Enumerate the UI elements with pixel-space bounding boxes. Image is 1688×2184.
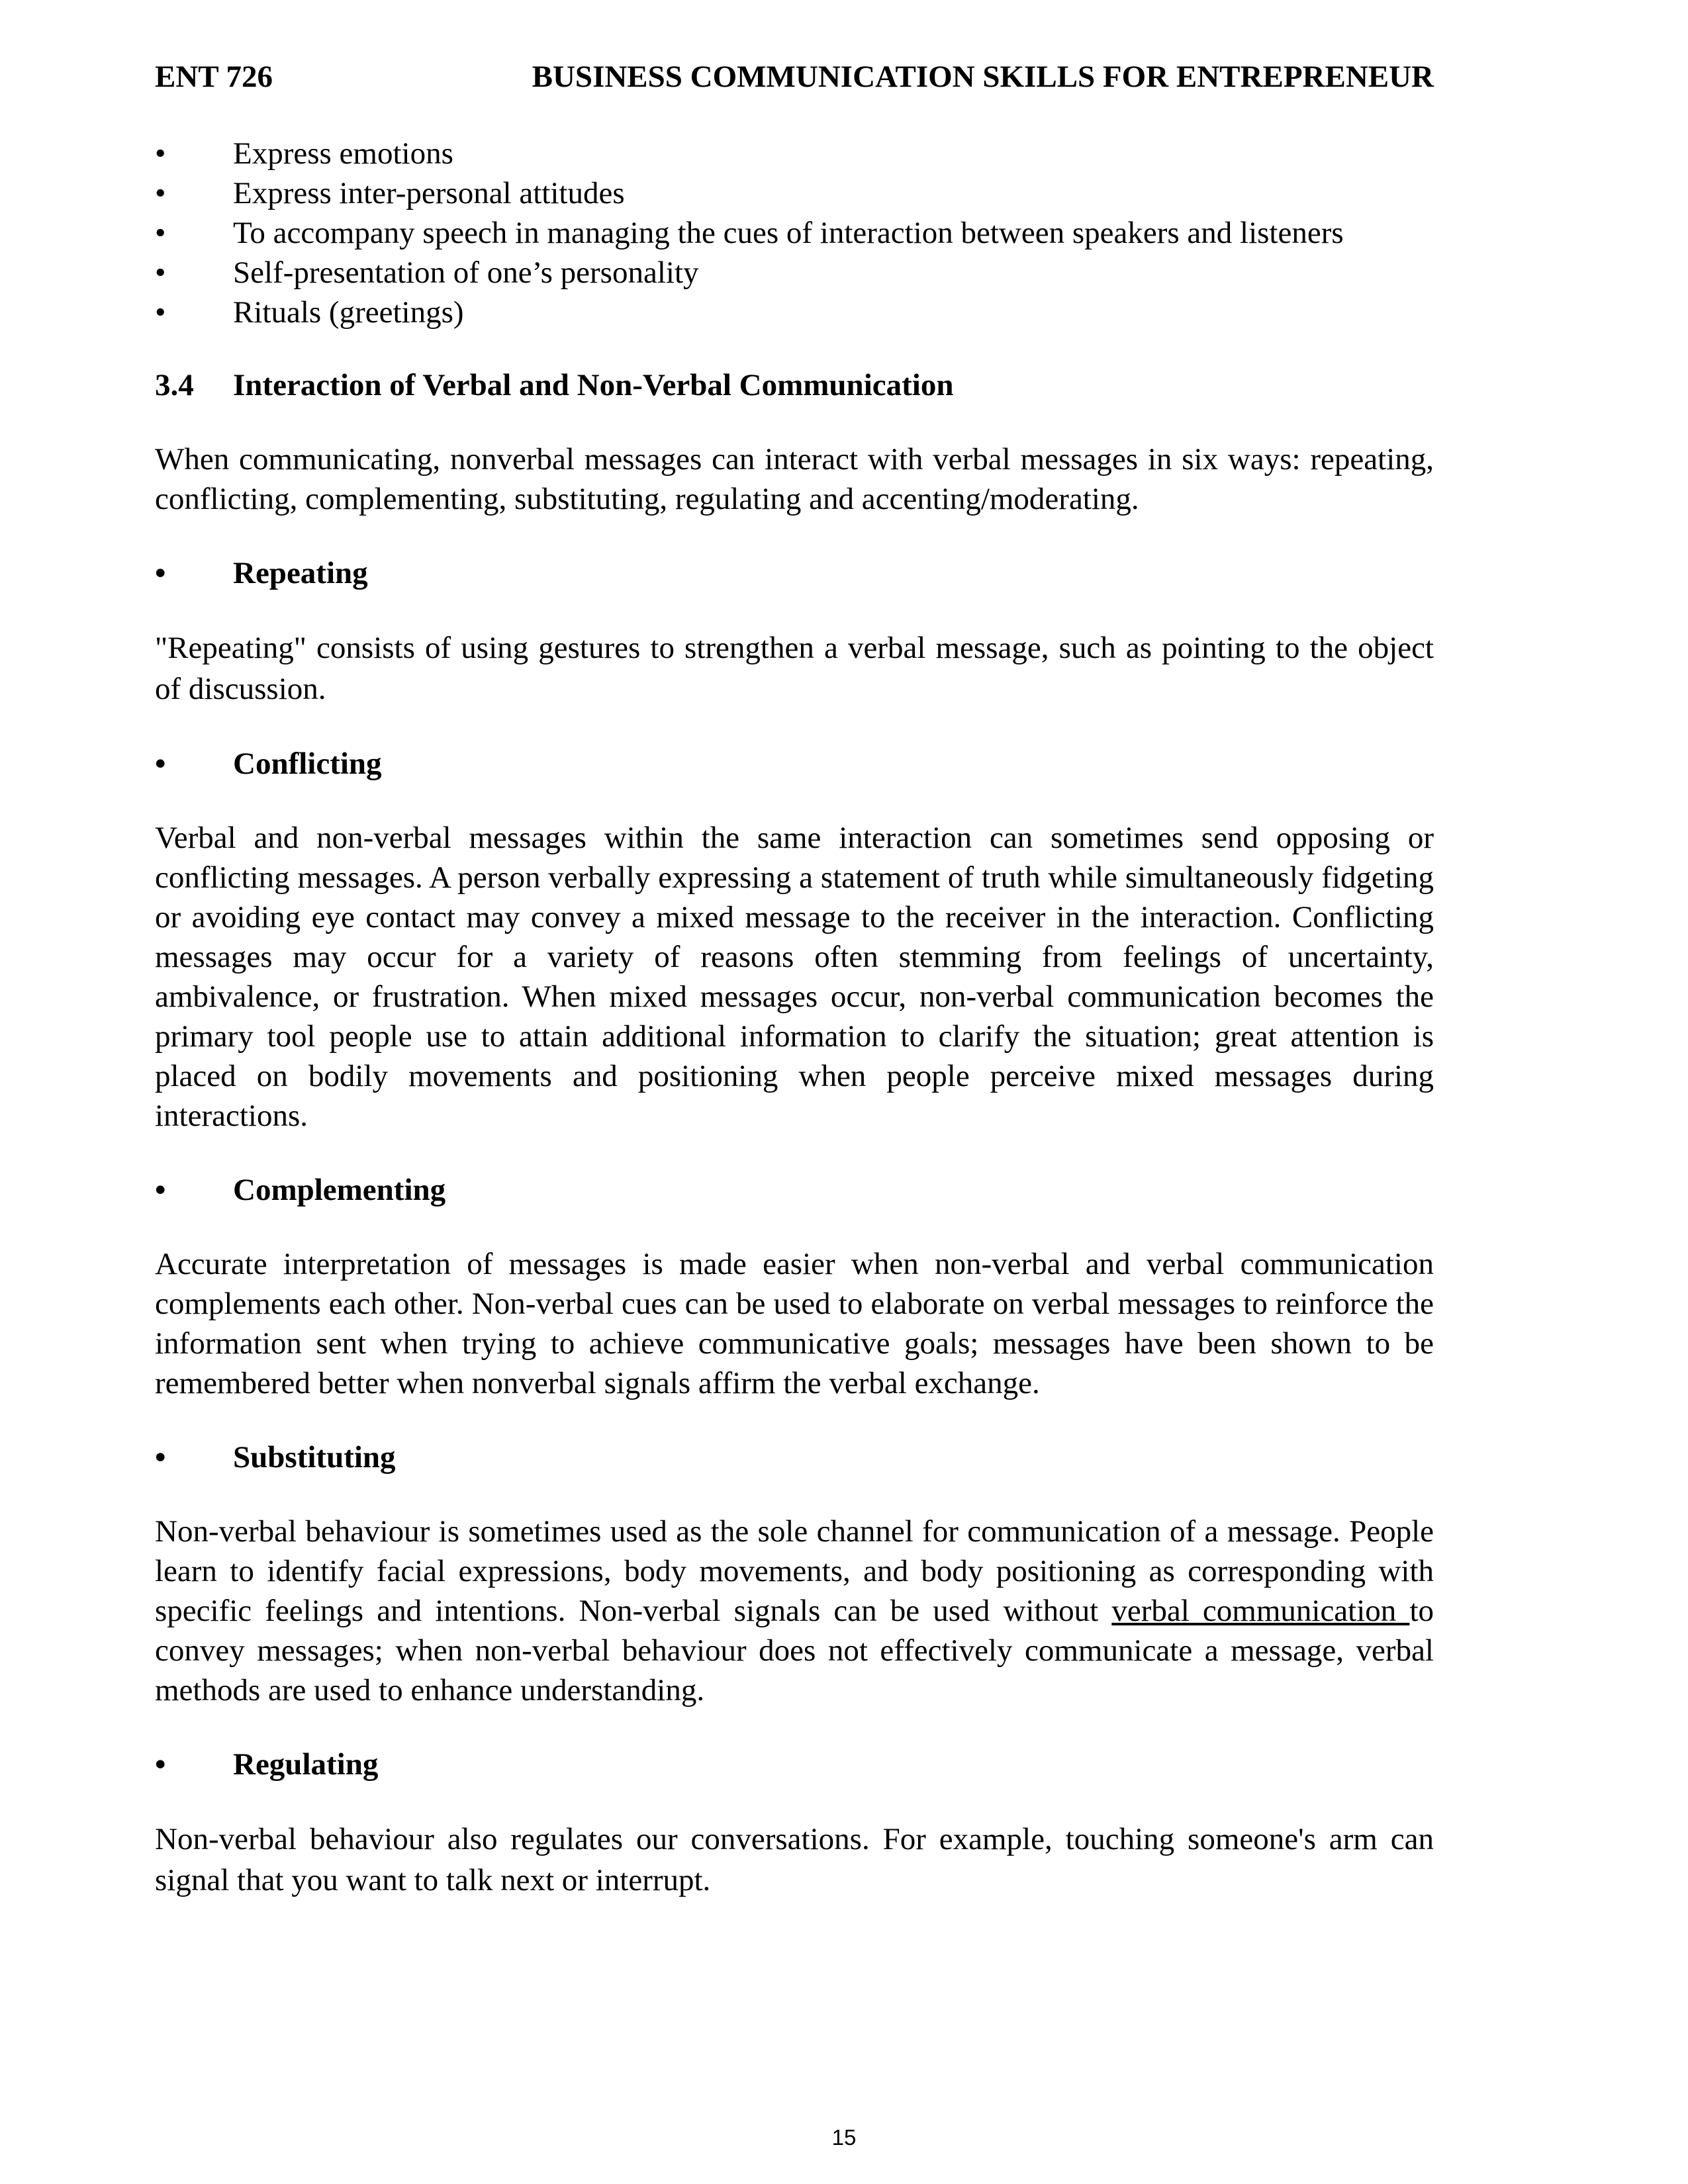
substituting-text-end: to convey messages; when non-verbal behaviour does not effectively communicate a message, verbal methods are used to enhance understanding. — [155, 1594, 1434, 1707]
subheading-conflicting — [155, 744, 1434, 784]
bullet-icon: • — [155, 295, 166, 330]
list-item-text: To accompany speech in managing the cues of interaction between speakers and listeners — [233, 216, 1344, 250]
substituting-text-start: Non-verbal behaviour is sometimes used as the sole channel for communication of a message. People learn to identify facial expressions, body movements, and body positioning as corresponding with specific feelings and intentions. Non-verbal signals can be used without — [155, 1514, 1434, 1628]
course-title: BUSINESS COMMUNICATION SKILLS FOR ENTREPRENEUR — [532, 60, 1434, 94]
subheading-text: Substituting — [233, 1440, 396, 1475]
subheading-text: Regulating — [233, 1747, 379, 1782]
regulating-paragraph: Non-verbal behaviour also regulates our conversations. For example, touching someone's arm can signal that you want to talk next or interrupt. — [155, 1822, 1434, 1897]
bullet-icon: • — [155, 556, 166, 590]
bullet-icon: • — [155, 176, 166, 210]
section-number: 3.4 — [155, 368, 194, 402]
repeating-paragraph: "Repeating" consists of using gestures to strengthen a verbal message, such as pointing to the object of discussion. — [155, 631, 1434, 706]
conflicting-paragraph: Verbal and non-verbal messages within the same interaction can sometimes send opposing or conflicting messages. A person verbally expressing a statement of truth while simultaneously fidgeting or avoiding eye contact may convey a mixed message to the receiver in the interaction. Conflicting messages may occur for a variety of reasons often stemming from feelings of uncertainty, ambivalence, or frustration. When mixed messages occur, non-verbal communication becomes the primary tool people use to attain additional information to clarify the situation; great attention is placed on bodily movements and positioning when people perceive mixed messages during interactions. — [155, 821, 1434, 1133]
page-number: 15 — [831, 2125, 857, 2150]
bullet-icon: • — [155, 255, 166, 290]
complementing-paragraph: Accurate interpretation of messages is made easier when non-verbal and verbal communication complements each other. Non-verbal cues can be used to elaborate on verbal messages to reinforce the information sent when trying to achieve communicative goals; messages have been shown to be remembered better when nonverbal signals affirm the verbal exchange. — [155, 1247, 1434, 1400]
subheading-complementing — [155, 1170, 1434, 1210]
page-body — [155, 134, 1434, 1901]
list-item — [155, 253, 1434, 293]
bullet-icon: • — [155, 1747, 166, 1782]
list-item — [155, 173, 1434, 213]
subheading-text: Conflicting — [233, 747, 382, 781]
list-item — [155, 213, 1434, 253]
subheading-repeating — [155, 553, 1434, 593]
list-item-text: Rituals (greetings) — [233, 295, 464, 330]
subheading-regulating — [155, 1745, 1434, 1784]
bullet-icon: • — [155, 136, 166, 171]
list-item — [155, 134, 1434, 173]
bullet-icon: • — [155, 216, 166, 250]
functions-list — [155, 134, 1434, 332]
section-title: Interaction of Verbal and Non-Verbal Communication — [233, 368, 954, 402]
bullet-icon: • — [155, 1173, 166, 1207]
list-item-text: Self-presentation of one’s personality — [233, 255, 699, 290]
subheading-text: Repeating — [233, 556, 368, 590]
bullet-icon: • — [155, 747, 166, 781]
subheading-substituting — [155, 1437, 1434, 1477]
verbal-communication-link[interactable]: verbal communication — [1111, 1594, 1410, 1628]
bullet-icon: • — [155, 1440, 166, 1475]
list-item-text: Express inter-personal attitudes — [233, 176, 625, 210]
section-intro-paragraph: When communicating, nonverbal messages can interact with verbal messages in six ways: repeating, conflicting, complementing, substituting, regulating and accenting/moderating. — [155, 442, 1434, 516]
subheading-text: Complementing — [233, 1173, 446, 1207]
running-header — [155, 57, 1434, 97]
course-code: ENT 726 — [155, 60, 273, 94]
section-heading — [155, 365, 1434, 405]
substituting-paragraph — [155, 1512, 1434, 1710]
list-item-text: Express emotions — [233, 136, 453, 171]
list-item — [155, 293, 1434, 332]
